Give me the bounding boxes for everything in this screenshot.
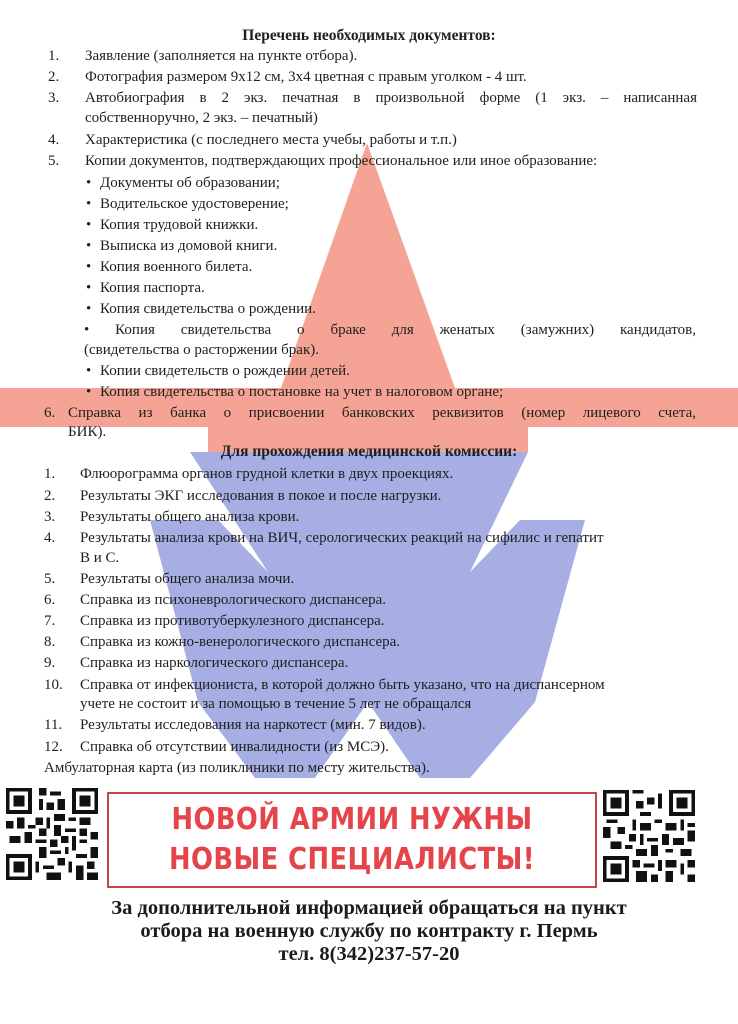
med-item: Результаты общего анализа крови.: [80, 509, 300, 525]
med-number: 1.: [44, 466, 56, 482]
doc-item: Копии документов, подтверждающих профессиональное или иное образование:: [85, 153, 598, 169]
doc-number: 3.: [48, 90, 60, 106]
doc-subitem: Водительское удостоверение;: [100, 196, 289, 212]
med-number: 11.: [44, 717, 63, 733]
doc-item: Автобиография в 2 экз. печатная в произвольной форме (1 экз. – написанная: [85, 90, 697, 106]
med-number: 6.: [44, 592, 56, 608]
med-item: Результаты общего анализа мочи.: [80, 571, 295, 587]
med-number: 7.: [44, 613, 56, 629]
med-number: 2.: [44, 488, 56, 504]
qr-code-icon[interactable]: [6, 788, 98, 880]
med-number: 4.: [44, 530, 56, 546]
med-item: Справка из наркологического диспансера.: [80, 655, 349, 671]
doc-subitem: • Копия свидетельства о браке для женатых (замужних) кандидатов,: [84, 322, 696, 338]
doc-subitem: Копия свидетельства о постановке на учет в налоговом органе;: [100, 384, 504, 400]
doc-number: 5.: [48, 153, 60, 169]
doc-subitem-continued: (свидетельства о расторжении брак).: [84, 342, 319, 358]
bullet-icon: •: [86, 217, 92, 233]
doc-item: Заявление (заполняется на пункте отбора).: [85, 48, 358, 64]
doc-subitem: Копия паспорта.: [100, 280, 205, 296]
med-number: 3.: [44, 509, 56, 525]
footer-contact-line-2: отбора на военную службу по контракту г. Пермь: [140, 920, 598, 942]
med-item: Справка об отсутствии инвалидности (из МСЭ).: [80, 739, 389, 755]
bullet-icon: •: [86, 301, 92, 317]
doc-subitem: Документы об образовании;: [100, 175, 280, 191]
doc-item: Характеристика (с последнего места учебы, работы и т.п.): [85, 132, 457, 148]
med-item: Справка из кожно-венерологического диспансера.: [80, 634, 401, 650]
bullet-icon: •: [86, 175, 92, 191]
med-number: 12.: [44, 739, 63, 755]
doc-subitem: Копия военного билета.: [100, 259, 253, 275]
med-item-continued: В и С.: [80, 550, 120, 566]
med-item: Результаты исследования на наркотест (мин. 7 видов).: [80, 717, 426, 733]
med-item: Флюорограмма органов грудной клетки в двух проекциях.: [80, 466, 454, 482]
doc-number: 2.: [48, 69, 60, 85]
doc-number: 4.: [48, 132, 60, 148]
banner-line-2: НОВЫЕ СПЕЦИАЛИСТЫ!: [169, 842, 535, 877]
doc-number: 6.: [44, 405, 56, 421]
med-item: Результаты анализа крови на ВИЧ, серологических реакций на сифилис и гепатит: [80, 530, 604, 546]
bullet-icon: •: [86, 238, 92, 254]
bullet-icon: •: [86, 280, 92, 296]
med-item-continued: учете не состоит и за помощью в течение 5 лет не обращался: [80, 696, 472, 712]
med-number: 5.: [44, 571, 56, 587]
doc-item: Фотография размером 9х12 см, 3х4 цветная с правым уголком - 4 шт.: [85, 69, 527, 85]
bullet-icon: •: [86, 363, 92, 379]
med-number: 10.: [44, 677, 63, 693]
med-number: 9.: [44, 655, 56, 671]
bullet-icon: •: [86, 384, 92, 400]
med-item: Результаты ЭКГ исследования в покое и после нагрузки.: [80, 488, 442, 504]
doc-item: Справка из банка о присвоении банковских реквизитов (номер лицевого счета,: [68, 405, 696, 421]
doc-number: 1.: [48, 48, 60, 64]
doc-subitem: Копии свидетельств о рождении детей.: [100, 363, 350, 379]
med-item: Справка из противотуберкулезного диспансера.: [80, 613, 385, 629]
doc-subitem: Выписка из домовой книги.: [100, 238, 278, 254]
heading-documents: Перечень необходимых документов:: [242, 27, 496, 44]
qr-code-icon[interactable]: [603, 790, 695, 882]
med-item: Справка от инфекциониста, в которой должно быть указано, что на диспансерном: [80, 677, 605, 693]
footer-phone[interactable]: тел. 8(342)237-57-20: [278, 943, 460, 965]
heading-medical: Для прохождения медицинской комиссии:: [220, 443, 518, 460]
doc-item-continued: БИК).: [68, 424, 107, 440]
banner-line-1: НОВОЙ АРМИИ НУЖНЫ: [171, 802, 533, 837]
slogan-banner: [107, 792, 597, 888]
med-item: Справка из психоневрологического диспансера.: [80, 592, 387, 608]
bullet-icon: •: [86, 196, 92, 212]
doc-subitem: Копия свидетельства о рождении.: [100, 301, 316, 317]
bullet-icon: •: [86, 259, 92, 275]
footer-contact-line-1: За дополнительной информацией обращаться на пункт: [111, 897, 627, 919]
ambulatory-card-note: Амбулаторная карта (из поликлиники по месту жительства).: [44, 760, 430, 776]
doc-item-continued: собственноручно, 2 экз. – печатный): [85, 110, 318, 126]
med-number: 8.: [44, 634, 56, 650]
doc-subitem: Копия трудовой книжки.: [100, 217, 259, 233]
